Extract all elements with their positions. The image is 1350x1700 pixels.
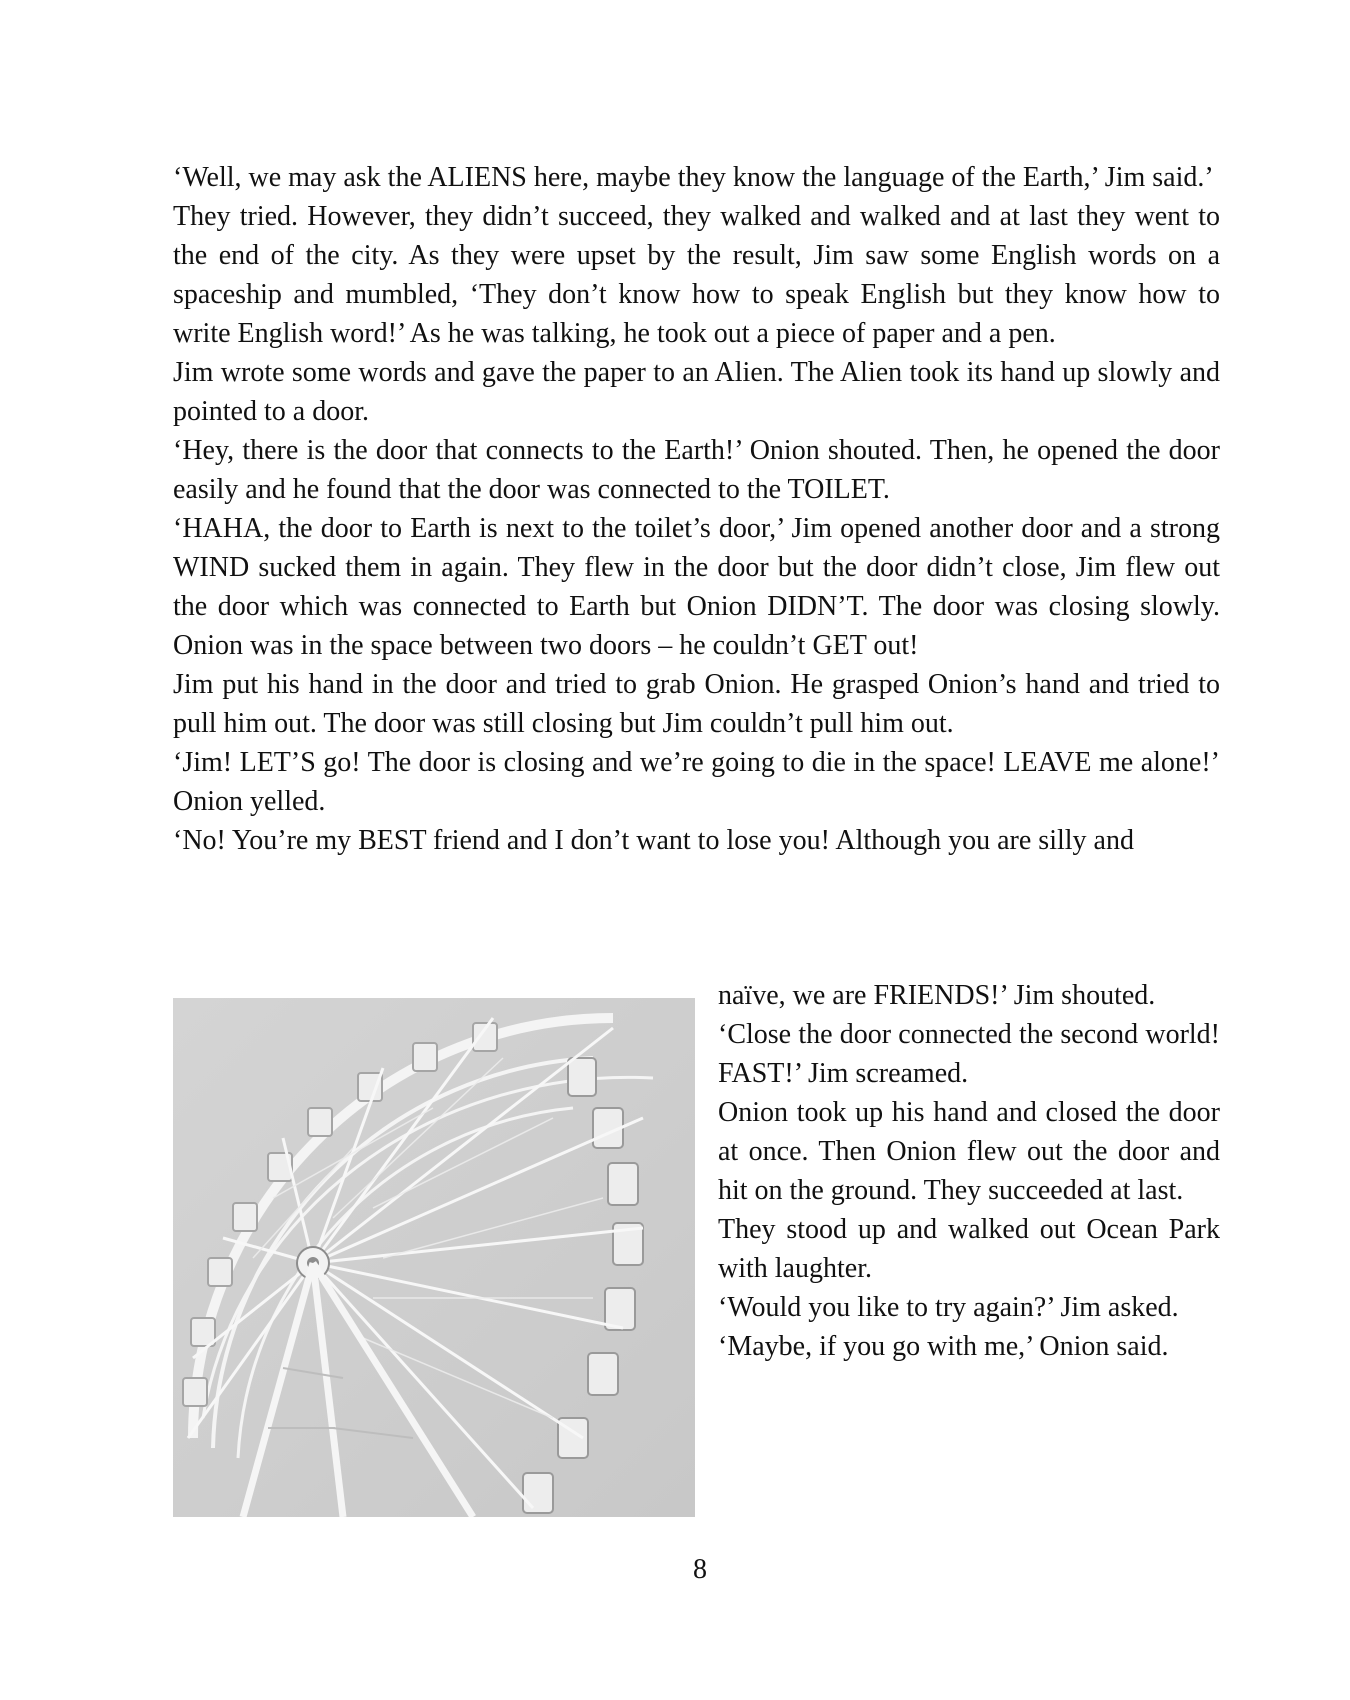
ferris-wheel-illustration [173,998,695,1517]
paragraph: ‘No! You’re my BEST friend and I don’t want to lose you! Although you are silly and [173,825,1134,856]
paragraph: ‘Well, we may ask the ALIENS here, maybe they know the language of the Earth,’ Jim said.’ [173,162,1214,193]
paragraph: Onion took up his hand and closed the door at once. Then Onion flew out the door and hit on the ground. They succeeded at last. [718,1097,1220,1206]
paragraph: ‘Would you like to try again?’ Jim asked. [718,1292,1179,1323]
paragraph: ‘Hey, there is the door that connects to the Earth!’ Onion shouted. Then, he opened the door easily and he found that the door was connected to the TOILET. [173,435,1220,505]
paragraph: ‘Jim! LET’S go! The door is closing and we’re going to die in the space! LEAVE me alone!’ Onion yelled. [173,747,1220,817]
ferris-wheel-image [173,998,695,1517]
paragraph: Jim wrote some words and gave the paper to an Alien. The Alien took its hand up slowly and pointed to a door. [173,357,1220,427]
story-text-top [173,158,1220,860]
paragraph: They tried. However, they didn’t succeed, they walked and walked and at last they went to the end of the city. As they were upset by the result, Jim saw some English words on a spaceship and mumbled, ‘They don’t know how to speak English but they know how to write English word!’ As he was talking, he took out a piece of paper and a pen. [173,201,1220,349]
story-text-side [718,976,1220,1366]
paragraph: ‘Maybe, if you go with me,’ Onion said. [718,1331,1169,1362]
paragraph: Jim put his hand in the door and tried to grab Onion. He grasped Onion’s hand and tried to pull him out. The door was still closing but Jim couldn’t pull him out. [173,669,1220,739]
page-number: 8 [693,1554,707,1585]
paragraph: ‘Close the door connected the second world! FAST!’ Jim screamed. [718,1019,1220,1089]
paragraph: naïve, we are FRIENDS!’ Jim shouted. [718,980,1156,1011]
paragraph: They stood up and walked out Ocean Park with laughter. [718,1214,1220,1284]
paragraph: ‘HAHA, the door to Earth is next to the toilet’s door,’ Jim opened another door and a strong WIND sucked them in again. They flew in the door but the door didn’t close, Jim flew out the door which was connected to Earth but Onion DIDN’T. The door was closing slowly. Onion was in the space between two doors – he couldn’t GET out! [173,513,1220,661]
